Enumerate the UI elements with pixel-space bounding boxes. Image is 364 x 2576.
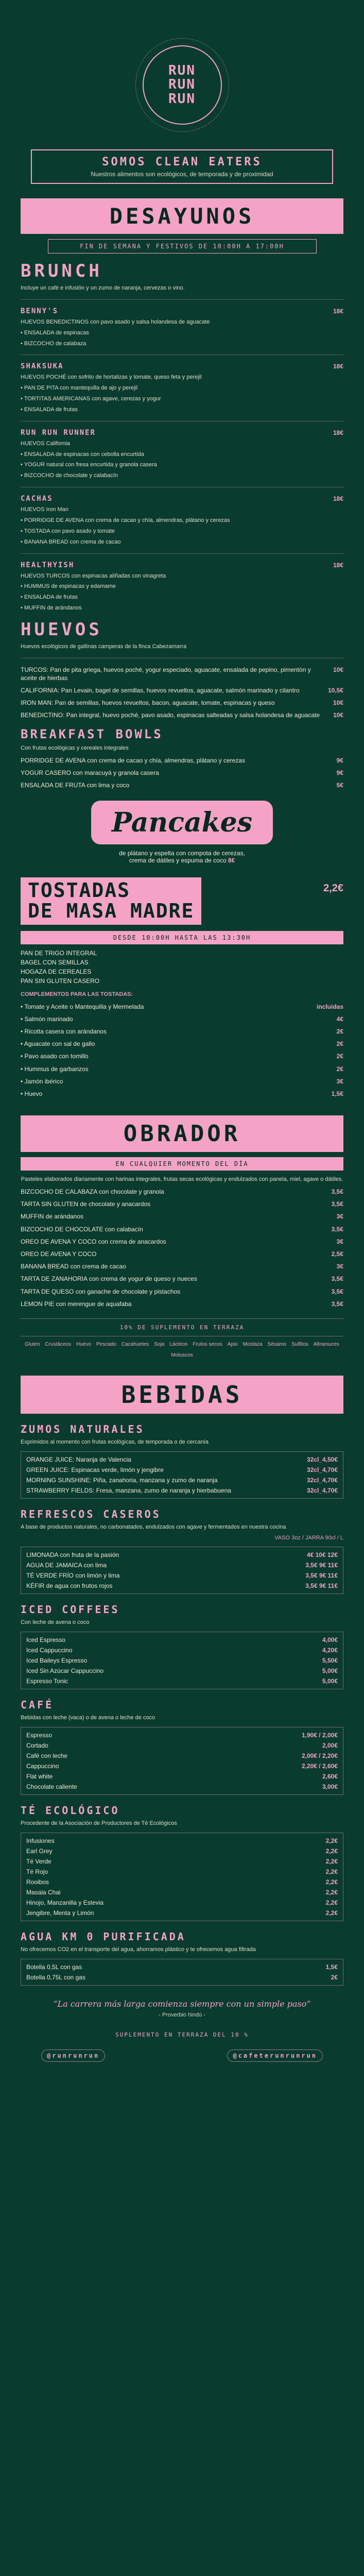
zumo-price: 32cl_4,70€ xyxy=(306,1466,338,1473)
obrador-item-price: 3€ xyxy=(336,1238,343,1245)
complemento-name: • Jamón ibérico xyxy=(21,1077,63,1085)
refrescos-intro: A base de productos naturales, no carbonatados, endulzados con agave y fermentados en nuestra cocina xyxy=(21,1523,286,1530)
desayunos-section xyxy=(21,198,343,789)
obrador-row xyxy=(21,1262,343,1270)
iced-row xyxy=(26,1657,338,1664)
obrador-row xyxy=(21,1212,343,1221)
bowls-row xyxy=(21,781,343,789)
iced-price: 5,00€ xyxy=(322,1667,338,1675)
refresco-name: LIMONADA con fruta de la pasión xyxy=(26,1551,119,1559)
te-price: 2,2€ xyxy=(325,1847,338,1855)
obrador-row xyxy=(21,1238,343,1246)
cafe-price: 2,60€ xyxy=(322,1773,338,1781)
bowls-item-name: PORRIDGE DE AVENA con crema de cacao y chía, almendras, plátano y cerezas xyxy=(21,756,245,764)
obrador-item-name: BANANA BREAD con crema de cacao xyxy=(21,1263,126,1270)
brunch-item xyxy=(21,561,343,569)
cafe-name: Cortado xyxy=(26,1742,48,1750)
brunch-item-line: • HUMMUS de espinacas y edamame xyxy=(21,583,116,590)
te-row xyxy=(26,1899,338,1906)
bowls-item-price: 9€ xyxy=(336,769,343,776)
instagram-handle-left[interactable]: @runrunrun xyxy=(41,2049,105,2062)
obrador-item-price: 3€ xyxy=(336,1213,343,1221)
te-row xyxy=(26,1889,338,1896)
agua-price: 2€ xyxy=(331,1973,338,1981)
brunch-item-line: • PAN DE PITA con mantequilla de ajo y perejil xyxy=(21,385,138,392)
zumo-row xyxy=(26,1477,338,1484)
complemento-row xyxy=(21,1027,343,1036)
complemento-row xyxy=(21,1065,343,1073)
huevos-item-name: TURCOS: Pan de pita griega, huevos poché, yogur especiado, aguacate, ensalada de pepino, pimentón y aceite de hierbas xyxy=(21,666,311,682)
cafe-row xyxy=(26,1742,338,1749)
obrador-intro: Pasteles elaborados diariamente con harinas integrales, frutas secas ecológicas y endulzados con panela, miel, agave o dátiles. xyxy=(21,1176,343,1183)
refresco-price: 3,5€ 9€ 11€ xyxy=(305,1572,338,1580)
obrador-row xyxy=(21,1200,343,1208)
cafe-name: Café con leche xyxy=(26,1752,68,1760)
top-logo-area xyxy=(0,0,364,149)
te-price: 2,2€ xyxy=(325,1888,338,1896)
cafe-price: 3,00€ xyxy=(322,1783,338,1791)
complemento-price: 2€ xyxy=(336,1065,343,1073)
te-price: 2,2€ xyxy=(325,1878,338,1886)
pancakes-title: Pancakes xyxy=(91,801,273,844)
tostadas-price: 2,2€ xyxy=(323,883,343,894)
complemento-row xyxy=(21,1040,343,1048)
obrador-item-name: BIZCOCHO DE CALABAZA con chocolate y granola xyxy=(21,1188,164,1196)
bowls-row xyxy=(21,756,343,765)
pancakes-desc-end: crema de dátiles y espuma de coco xyxy=(129,857,227,865)
brand-line-2: RUN xyxy=(168,77,196,93)
brunch-items xyxy=(21,299,343,612)
cafe-price: 2,00€ xyxy=(322,1742,338,1750)
complemento-price: 2€ xyxy=(336,1053,343,1060)
brunch-title: BRUNCH xyxy=(21,261,102,281)
zumos-table xyxy=(21,1451,343,1499)
cafe-intro: Bebidas con leche (vaca) o de avena o leche de coco xyxy=(21,1715,155,1721)
complemento-name: • Pavo asado con tomillo xyxy=(21,1053,89,1060)
complemento-name: • Huevo xyxy=(21,1090,43,1097)
te-table xyxy=(21,1833,343,1921)
iced-row xyxy=(26,1677,338,1685)
agua-row xyxy=(26,1974,338,1981)
refresco-name: AGUA DE JAMAICA con lima xyxy=(26,1562,107,1569)
te-name: Té Rojo xyxy=(26,1868,48,1875)
agua-intro: No ofrecemos CO2 en el transporte del agua, ahorramos plástico y te ofrecemos agua filtrada xyxy=(21,1946,256,1953)
tostadas-hours: DESDE 10:00H HASTA LAS 13:30H xyxy=(21,931,343,944)
refrescos-table xyxy=(21,1547,343,1594)
fish-icon: Pescado xyxy=(96,1341,116,1347)
brunch-item-line: • ENSALADA de frutas xyxy=(21,406,78,413)
nuts-icon: Frutos secos xyxy=(193,1341,222,1347)
cafe-price: 2,20€ / 2,60€ xyxy=(301,1762,338,1770)
lupin-icon: Altramuces xyxy=(313,1341,339,1347)
complemento-price: 2€ xyxy=(336,1040,343,1048)
huevos-item-name: IRON MAN: Pan de semillas, huevos revueltos, bacon, aguacate, tomate, espinacas y queso xyxy=(21,699,275,707)
cafe-row xyxy=(26,1773,338,1780)
complemento-row xyxy=(21,1015,343,1023)
pancakes-desc-main: de plátano y espelta con compota de cerezas, xyxy=(119,850,245,857)
obrador-item-price: 3,5€ xyxy=(331,1275,343,1283)
complemento-name: • Ricotta casera con arándanos xyxy=(21,1028,107,1036)
bowls-intro: Con frutas ecológicas y cereales integrales xyxy=(21,744,129,751)
huevos-item-price: 10€ xyxy=(333,666,343,673)
huevos-intro: Huevos ecológicos de gallinas camperas de la finca Cabezamarra xyxy=(21,643,187,650)
pancakes-description xyxy=(21,850,343,864)
obrador-row xyxy=(21,1300,343,1308)
soy-icon: Soja xyxy=(154,1341,165,1347)
te-price: 2,2€ xyxy=(325,1909,338,1917)
iced-row xyxy=(26,1636,338,1643)
bowls-item-name: ENSALADA DE FRUTA con lima y coco xyxy=(21,781,130,789)
footer-supplement: SUPLEMENTO EN TERRAZA DEL 10 % xyxy=(115,2031,249,2038)
iced-name: Iced Espresso xyxy=(26,1636,66,1644)
brunch-item xyxy=(21,307,343,315)
iced-table xyxy=(21,1632,343,1689)
somos-subtitle: Nuestros alimentos son ecológicos, de temporada y de proximidad xyxy=(91,171,273,178)
refresco-price: 3,5€ 9€ 11€ xyxy=(305,1562,338,1569)
cafe-title: CAFÉ xyxy=(21,1699,54,1711)
allergen-icons-row xyxy=(21,1342,343,1358)
iced-name: Iced Sin Azúcar Cappuccino xyxy=(26,1667,104,1675)
brunch-item-line: • TORTITAS AMERICANAS con agave, cerezas y yogur xyxy=(21,396,161,402)
te-name: Infusiones xyxy=(26,1837,55,1844)
obrador-title: OBRADOR xyxy=(21,1115,343,1152)
iced-name: Iced Baileys Espresso xyxy=(26,1657,88,1665)
peanut-icon: Cacahuetes xyxy=(121,1341,149,1347)
complemento-price: 4€ xyxy=(336,1015,343,1023)
cafe-row xyxy=(26,1732,338,1739)
brunch-item-line: • BANANA BREAD con crema de cacao xyxy=(21,538,121,545)
zumos-title: ZUMOS NATURALES xyxy=(21,1422,145,1435)
cafe-table xyxy=(21,1727,343,1795)
brunch-item-line: • MUFFIN de arándanos xyxy=(21,605,82,612)
brunch-item-price: 18€ xyxy=(333,561,343,569)
refrescos-title: REFRESCOS CASEROS xyxy=(21,1507,161,1520)
brunch-item xyxy=(21,429,343,437)
refresco-row xyxy=(26,1582,338,1589)
tostadas-section xyxy=(21,877,343,1098)
tostadas-title xyxy=(21,877,201,925)
complemento-row xyxy=(21,1052,343,1060)
cafe-row xyxy=(26,1752,338,1759)
brunch-item-line: • PORRIDGE DE AVENA con crema de cacao y chía, almendras, plátano y cerezas xyxy=(21,517,230,523)
agua-table xyxy=(21,1959,343,1986)
iced-row xyxy=(26,1667,338,1674)
bread-item: PAN DE TRIGO INTEGRAL xyxy=(21,949,97,957)
iced-title: ICED COFFEES xyxy=(21,1603,120,1616)
cafe-row xyxy=(26,1762,338,1770)
iced-price: 5,00€ xyxy=(322,1677,338,1685)
te-name: Earl Grey xyxy=(26,1847,53,1855)
dairy-icon: Lácteos xyxy=(169,1341,188,1347)
obrador-item-price: 2,5€ xyxy=(331,1250,343,1258)
bowls-item-price: 9€ xyxy=(336,756,343,764)
complemento-name: • Tomate y Aceite o Mantequilla y Mermelada xyxy=(21,1003,144,1010)
obrador-item-name: TARTA DE QUESO con ganache de chocolate y pistachos xyxy=(21,1287,181,1295)
zumo-price: 32cl_4,70€ xyxy=(306,1486,338,1494)
obrador-row xyxy=(21,1275,343,1283)
zumo-row xyxy=(26,1487,338,1494)
refresco-row xyxy=(26,1572,338,1579)
huevos-row xyxy=(21,666,343,682)
refresco-name: KÉFIR de agua con frutos rojos xyxy=(26,1582,113,1590)
huevos-title: HUEVOS xyxy=(21,619,102,640)
somos-bar xyxy=(31,149,333,184)
tostadas-title-line-2: DE MASA MADRE xyxy=(28,899,195,922)
obrador-item-price: 3,5€ xyxy=(331,1287,343,1295)
somos-title: SOMOS CLEAN EATERS xyxy=(102,156,262,168)
zumo-name: MORNING SUNSHINE: Piña, zanahoria, manzana y zumo de naranja xyxy=(26,1476,218,1484)
complemento-price: 3€ xyxy=(336,1077,343,1085)
desayunos-title: DESAYUNOS xyxy=(21,198,343,234)
obrador-item-name: OREO DE AVENA Y COCO xyxy=(21,1250,97,1258)
zumo-name: STRAWBERRY FIELDS: Fresa, manzana, zumo de naranja y hierbabuena xyxy=(26,1486,231,1494)
agua-name: Botella 0,75L con gas xyxy=(26,1973,85,1981)
agua-title: AGUA KM 0 PURIFICADA xyxy=(21,1930,186,1943)
instagram-handle-right[interactable]: @cafeterunrunrun xyxy=(227,2049,323,2062)
obrador-hours: EN CUALQUIER MOMENTO DEL DÍA xyxy=(21,1157,343,1171)
brand-line-3: RUN xyxy=(168,91,196,107)
huevos-item-name: CALIFORNIA: Pan Levain, bagel de semillas, huevos revueltos, aguacate, salmón marinado y cilantro xyxy=(21,687,300,694)
te-row xyxy=(26,1909,338,1917)
sulfites-icon: Sulfitos xyxy=(291,1341,308,1347)
te-price: 2,2€ xyxy=(325,1857,338,1865)
brunch-item-price: 18€ xyxy=(333,429,343,436)
celery-icon: Apio xyxy=(227,1341,238,1347)
refresco-price: 4€ 10€ 12€ xyxy=(306,1551,338,1559)
bowls-title: BREAKFAST BOWLS xyxy=(21,726,163,741)
brunch-item-line: HUEVOS California xyxy=(21,440,70,447)
obrador-row xyxy=(21,1225,343,1233)
zumo-price: 32cl_4,50€ xyxy=(306,1455,338,1463)
huevos-item-price: 10,5€ xyxy=(327,687,343,694)
te-row xyxy=(26,1848,338,1855)
brunch-item-title: CACHAS xyxy=(21,495,53,503)
complemento-price: 2€ xyxy=(336,1028,343,1036)
obrador-item-name: BIZCOCHO DE CHOCOLATE con calabacín xyxy=(21,1225,143,1233)
complemento-name: • Hummus de garbanzos xyxy=(21,1065,89,1073)
cafe-row xyxy=(26,1783,338,1790)
bread-item: PAN SIN GLUTEN CASERO xyxy=(21,977,100,985)
bebidas-section xyxy=(21,1376,343,2124)
complemento-name: • Salmón marinado xyxy=(21,1015,73,1023)
cafe-name: Chocolate caliente xyxy=(26,1783,77,1791)
brunch-item-title: SHAKSUKA xyxy=(21,362,64,371)
refresco-name: TÉ VERDE FRÍO con limón y lima xyxy=(26,1572,120,1580)
brunch-item-line: HUEVOS POCHÉ con sofrito de hortalizas y tomate, queso feta y perejil xyxy=(21,374,202,381)
tostadas-breads xyxy=(21,950,343,985)
te-row xyxy=(26,1837,338,1844)
tostadas-title-line-1: TOSTADAS xyxy=(28,879,131,902)
te-row xyxy=(26,1858,338,1865)
divider xyxy=(21,299,343,300)
obrador-item-name: LEMON PIE con merengue de aquafaba xyxy=(21,1300,132,1308)
obrador-row xyxy=(21,1188,343,1196)
huevos-row xyxy=(21,699,343,707)
obrador-item-name: MUFFIN de arándanos xyxy=(21,1213,84,1221)
complemento-name: • Aguacate con sal de gallo xyxy=(21,1040,95,1048)
social-row xyxy=(21,2049,343,2062)
brunch-item-line: • BIZCOCHO de calabaza xyxy=(21,340,86,347)
brunch-item-title: HEALTHYISH xyxy=(21,561,75,569)
obrador-section xyxy=(21,1115,343,1358)
molluscs-icon: Moluscos xyxy=(171,1352,193,1358)
huevos-item-price: 10€ xyxy=(333,711,343,719)
cafe-name: Cappuccino xyxy=(26,1762,59,1770)
bread-item: HOGAZA DE CEREALES xyxy=(21,968,92,975)
zumo-row xyxy=(26,1466,338,1473)
brunch-item-title: BENNY'S xyxy=(21,307,59,315)
te-row xyxy=(26,1868,338,1875)
quote xyxy=(21,1999,343,2018)
brunch-item-price: 18€ xyxy=(333,307,343,315)
complementos-title: COMPLEMENTOS PARA LAS TOSTADAS: xyxy=(21,991,133,997)
complemento-price: 1,5€ xyxy=(331,1090,343,1097)
refresco-row xyxy=(26,1562,338,1569)
zumo-row xyxy=(26,1456,338,1463)
tostadas-header xyxy=(21,877,343,925)
brunch-intro: Incluye un café e infusión y un zumo de naranja, cervezas o vino. xyxy=(21,285,185,291)
brunch-item-line: • ENSALADA de frutas xyxy=(21,594,78,601)
obrador-item-price: 3,5€ xyxy=(331,1225,343,1233)
te-price: 2,2€ xyxy=(325,1868,338,1875)
complemento-row xyxy=(21,1090,343,1098)
iced-price: 4,20€ xyxy=(322,1647,338,1654)
sesame-icon: Sésamo xyxy=(267,1341,287,1347)
bread-item: BAGEL CON SEMILLAS xyxy=(21,958,89,966)
brand-logo xyxy=(143,45,222,125)
desayunos-hours: FIN DE SEMANA Y FESTIVOS DE 10:00H A 17:00H xyxy=(48,239,317,253)
divider xyxy=(21,553,343,554)
obrador-row xyxy=(21,1250,343,1258)
brunch-item-price: 18€ xyxy=(333,363,343,370)
te-price: 2,2€ xyxy=(325,1837,338,1844)
egg-icon: Huevo xyxy=(76,1341,92,1347)
refresco-price: 3,5€ 9€ 11€ xyxy=(305,1582,338,1590)
obrador-item-name: TARTA SIN GLUTEN de chocolate y anacardos xyxy=(21,1200,151,1208)
quote-author: - Proverbio hindú - xyxy=(159,2011,205,2018)
terrace-supplement-note: 10% DE SUPLEMENTO EN TERRAZA xyxy=(21,1318,343,1336)
obrador-item-name: TARTA DE ZANAHORIA con crema de yogur de queso y nueces xyxy=(21,1275,197,1283)
brunch-item-line: • YOGUR natural con fresa encurtida y granola casera xyxy=(21,462,157,468)
bebidas-title: BEBIDAS xyxy=(21,1376,343,1414)
bowls-item-name: YOGUR CASERO con maracuyá y granola casera xyxy=(21,769,159,776)
quote-text: “La carrera más larga comienza siempre con un simple paso” xyxy=(53,1998,311,2009)
mustard-icon: Mostaza xyxy=(242,1341,263,1347)
brunch-item-line: HUEVOS TURCOS con espinacas aliñadas con vinagreta xyxy=(21,572,166,579)
bowls-item-price: 5€ xyxy=(336,781,343,789)
logo-ring xyxy=(135,38,229,132)
te-row xyxy=(26,1878,338,1886)
brand-line-1: RUN xyxy=(168,63,196,79)
obrador-item-price: 3€ xyxy=(336,1263,343,1270)
agua-row xyxy=(26,1963,338,1971)
pancakes-section xyxy=(21,801,343,864)
huevos-row xyxy=(21,711,343,719)
cafe-price: 1,90€ / 2,00€ xyxy=(301,1732,338,1739)
cafe-name: Flat white xyxy=(26,1773,53,1781)
complemento-price: incluidas xyxy=(316,1003,343,1010)
obrador-row xyxy=(21,1287,343,1296)
gluten-icon: Gluten xyxy=(25,1341,40,1347)
brunch-item-line: • TOSTADA con pavo asado y tomate xyxy=(21,528,115,534)
brunch-item-line: • BIZCOCHO de chocolate y calabacín xyxy=(21,472,118,479)
huevos-item-price: 10€ xyxy=(333,699,343,707)
refrescos-size-label: VASO 3oz / JARRA 90cl / L xyxy=(274,1534,343,1541)
brunch-item xyxy=(21,495,343,503)
complemento-row xyxy=(21,1003,343,1011)
iced-price: 4,00€ xyxy=(322,1636,338,1644)
obrador-item-price: 3,5€ xyxy=(331,1300,343,1308)
zumo-name: ORANGE JUICE: Naranja de Valencia xyxy=(26,1455,131,1463)
refresco-row xyxy=(26,1551,338,1558)
obrador-item-price: 3,5€ xyxy=(331,1200,343,1208)
te-price: 2,2€ xyxy=(325,1899,338,1906)
pancakes-price: 8€ xyxy=(228,857,235,865)
bottom-spacer xyxy=(21,2062,343,2124)
zumo-price: 32cl_4,70€ xyxy=(306,1476,338,1484)
cafe-name: Espresso xyxy=(26,1732,53,1739)
brunch-item xyxy=(21,362,343,370)
te-name: Rooibos xyxy=(26,1878,49,1886)
te-title: TÉ ECOLÓGICO xyxy=(21,1804,120,1817)
brunch-item-price: 18€ xyxy=(333,495,343,503)
crustaceans-icon: Crustáceos xyxy=(45,1341,72,1347)
brunch-item-title: RUN RUN RUNNER xyxy=(21,428,96,437)
iced-name: Espresso Tonic xyxy=(26,1677,68,1685)
brunch-item-line: HUEVOS BENEDICTINOS con pavo asado y salsa holandesa de aguacate xyxy=(21,318,210,325)
divider xyxy=(21,354,343,355)
obrador-item-name: OREO DE AVENA Y COCO con crema de anacardos xyxy=(21,1238,166,1245)
bowls-row xyxy=(21,769,343,777)
iced-name: Iced Cappuccino xyxy=(26,1647,73,1654)
cafe-price: 2,00€ / 2,20€ xyxy=(301,1752,338,1760)
brunch-item-line: HUEVOS Iron Man xyxy=(21,506,68,513)
te-name: Masala Chai xyxy=(26,1888,61,1896)
obrador-item-price: 3,5€ xyxy=(331,1188,343,1196)
brunch-item-line: • ENSALADA de espinacas xyxy=(21,329,89,336)
iced-price: 5,50€ xyxy=(322,1657,338,1665)
complemento-row xyxy=(21,1077,343,1086)
agua-name: Botella 0,5L con gas xyxy=(26,1963,82,1971)
iced-intro: Con leche de avena o coco xyxy=(21,1619,90,1626)
te-intro: Procedente de la Asociación de Productores de Té Ecológicos xyxy=(21,1820,177,1827)
huevos-item-name: BENEDICTINO: Pan integral, huevo poché, pavo asado, espinacas salteadas y salsa holandesa de aguacate xyxy=(21,711,320,719)
huevos-row xyxy=(21,686,343,694)
te-name: Jengibre, Menta y Limón xyxy=(26,1909,94,1917)
agua-price: 1,5€ xyxy=(325,1963,338,1971)
te-name: Hinojo, Manzanilla y Estevia xyxy=(26,1899,104,1906)
zumo-name: GREEN JUICE: Espinacas verde, limón y jengibre xyxy=(26,1466,164,1473)
te-name: Té Verde xyxy=(26,1857,51,1865)
brunch-item-line: • ENSALADA de espinacas con cebolla encurtida xyxy=(21,451,144,457)
iced-row xyxy=(26,1647,338,1654)
zumos-intro: Exprimidos al momento con frutas ecológicas, de temporada o de cercanía xyxy=(21,1438,209,1445)
